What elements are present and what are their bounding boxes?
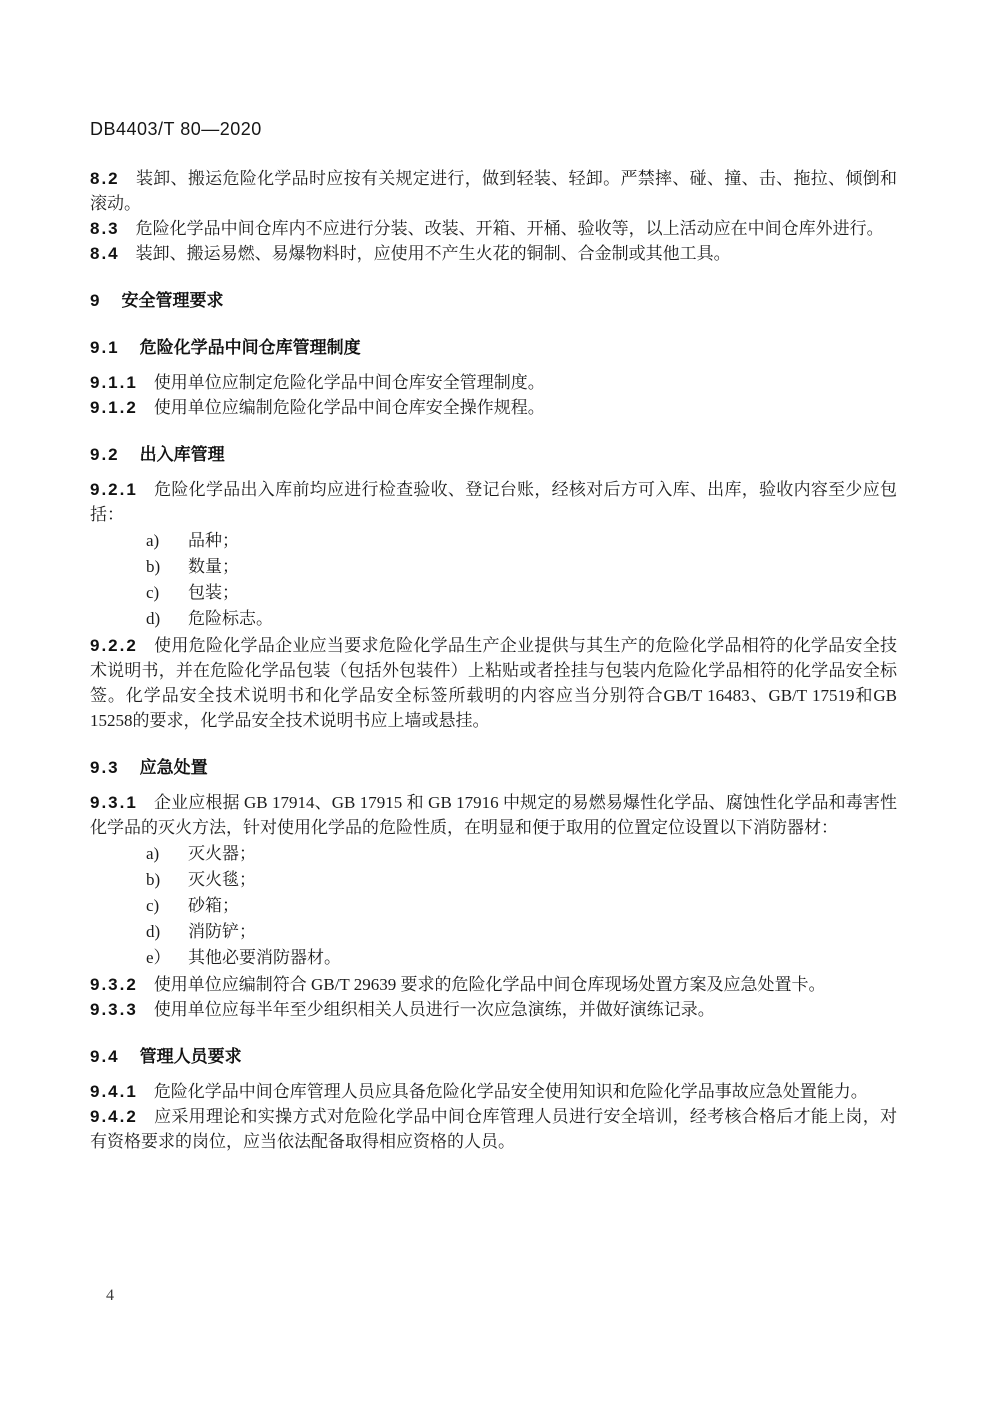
clause-8-4 (90, 241, 897, 266)
list-item (90, 841, 897, 867)
clause-9-2-1 (90, 477, 897, 527)
list-item (90, 580, 897, 606)
section-number: 9.1 (90, 338, 120, 357)
list-item (90, 528, 897, 554)
section-title: 出入库管理 (139, 445, 225, 464)
list-item-text: 品种； (188, 531, 239, 550)
list-item-label: a) (146, 844, 160, 863)
clause-number: 9.4.2 (90, 1107, 138, 1126)
clause-text: 使用单位应编制符合 GB/T 29639 要求的危险化学品中间仓库现场处置方案及应急处置卡。 (153, 975, 826, 994)
clause-9-1-2 (90, 395, 897, 420)
clause-9-4-1 (90, 1079, 897, 1104)
section-title: 管理人员要求 (139, 1047, 242, 1066)
list-item-text: 砂箱； (188, 896, 239, 915)
section-number: 9 (90, 291, 102, 310)
clause-text: 装卸、搬运危险化学品时应按有关规定进行，做到轻装、轻卸。严禁摔、碰、撞、击、拖拉、倾倒和滚动。 (90, 169, 897, 213)
section-heading-9-1 (90, 335, 897, 360)
page-number: 4 (106, 1287, 114, 1304)
list-item-text: 消防铲； (188, 922, 256, 941)
list-item-text: 危险标志。 (188, 609, 273, 628)
clause-number: 8.3 (90, 219, 120, 238)
list-item-text: 灭火器； (188, 844, 256, 863)
clause-text: 企业应根据 GB 17914、GB 17915 和 GB 17916 中规定的易燃易爆性化学品、腐蚀性化学品和毒害性化学品的灭火方法，针对使用化学品的危险性质，在明显和便于取用的位置定位设置以下消防器材： (90, 793, 897, 837)
clause-9-1-1 (90, 370, 897, 395)
clause-9-3-1 (90, 790, 897, 840)
list-item-text: 灭火毯； (188, 870, 256, 889)
list-item (90, 919, 897, 945)
clause-text: 危险化学品出入库前均应进行检查验收、登记台账，经核对后方可入库、出库，验收内容至少应包括： (90, 480, 897, 524)
clause-number: 8.4 (90, 244, 120, 263)
section-number: 9.2 (90, 445, 120, 464)
clause-9-4-2 (90, 1104, 897, 1154)
list-item (90, 867, 897, 893)
list-item-text: 包装； (188, 583, 239, 602)
list-item (90, 893, 897, 919)
list-item-text: 数量； (188, 557, 239, 576)
clause-number: 9.3.2 (90, 975, 138, 994)
clause-8-2 (90, 166, 897, 216)
list-item-text: 其他必要消防器材。 (188, 948, 341, 967)
section-heading-9 (90, 288, 897, 313)
section-number: 9.4 (90, 1047, 120, 1066)
section-number: 9.3 (90, 758, 120, 777)
section-heading-9-4 (90, 1044, 897, 1069)
list-item-label: e） (146, 948, 171, 967)
clause-text: 使用单位应编制危险化学品中间仓库安全操作规程。 (153, 398, 545, 417)
section-heading-9-2 (90, 442, 897, 467)
clause-text: 使用单位应每半年至少组织相关人员进行一次应急演练，并做好演练记录。 (153, 1000, 715, 1019)
clause-9-3-3 (90, 997, 897, 1022)
list-item (90, 606, 897, 632)
clause-text: 应采用理论和实操方式对危险化学品中间仓库管理人员进行安全培训，经考核合格后才能上岗，对有资格要求的岗位，应当依法配备取得相应资格的人员。 (90, 1107, 897, 1151)
clause-9-2-2 (90, 633, 897, 733)
list-item-label: c) (146, 583, 160, 602)
clause-text: 使用单位应制定危险化学品中间仓库安全管理制度。 (153, 373, 545, 392)
list-item-label: d) (146, 922, 161, 941)
clause-text: 装卸、搬运易燃、易爆物料时，应使用不产生火花的铜制、合金制或其他工具。 (135, 244, 731, 263)
section-title: 危险化学品中间仓库管理制度 (139, 338, 361, 357)
clause-number: 9.1.1 (90, 373, 138, 392)
list-item (90, 554, 897, 580)
list-item-label: b) (146, 557, 161, 576)
clause-text: 危险化学品中间仓库管理人员应具备危险化学品安全使用知识和危险化学品事故应急处置能力。 (153, 1082, 868, 1101)
clause-number: 9.3.1 (90, 793, 138, 812)
clause-text: 危险化学品中间仓库内不应进行分装、改装、开箱、开桶、验收等，以上活动应在中间仓库外进行。 (135, 219, 884, 238)
clause-number: 9.3.3 (90, 1000, 138, 1019)
clause-number: 8.2 (90, 169, 120, 188)
list-item-label: d) (146, 609, 161, 628)
list-9-3-1 (90, 841, 897, 971)
clause-text: 使用危险化学品企业应当要求危险化学品生产企业提供与其生产的危险化学品相符的化学品安全技术说明书，并在危险化学品包装（包括外包装件）上粘贴或者拴挂与包装内危险化学品相符的化学品安全标签。化学品安全技术说明书和化学品安全标签所载明的内容应当分别符合GB/T 16483、GB/T 17519和GB 15258的要求，化学品安全技术说明书应上墙或悬挂。 (90, 636, 897, 730)
list-item-label: c) (146, 896, 160, 915)
doc-header: DB4403/T 80—2020 (90, 119, 262, 139)
clause-number: 9.4.1 (90, 1082, 138, 1101)
list-9-2-1 (90, 528, 897, 632)
list-item-label: a) (146, 531, 160, 550)
list-item (90, 945, 897, 971)
clause-number: 9.2.2 (90, 636, 138, 655)
document-content (90, 118, 897, 1154)
clause-number: 9.1.2 (90, 398, 138, 417)
section-heading-9-3 (90, 755, 897, 780)
list-item-label: b) (146, 870, 161, 889)
clause-8-3 (90, 216, 897, 241)
section-title: 应急处置 (139, 758, 208, 777)
section-title: 安全管理要求 (121, 291, 224, 310)
clause-number: 9.2.1 (90, 480, 138, 499)
clause-9-3-2 (90, 972, 897, 997)
